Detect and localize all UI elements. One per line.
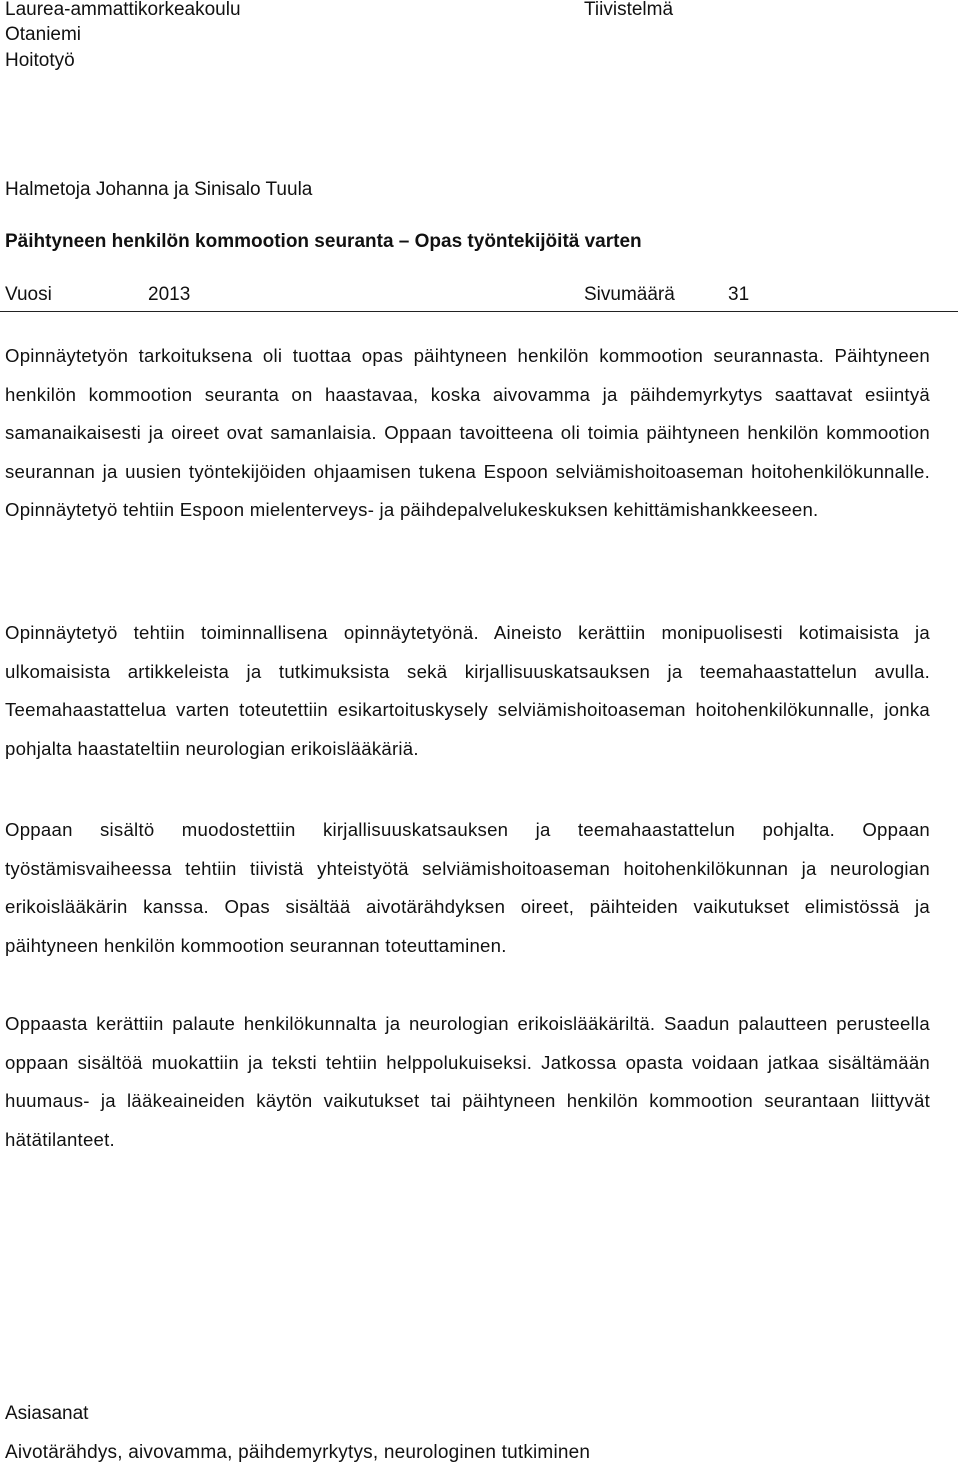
abstract-paragraph-3: Oppaan sisältö muodostettiin kirjallisuuskatsauksen ja teemahaastattelun pohjalta. Oppaan työstämisvaiheessa tehtiin tiivistä yhteistyötä selviämishoitoaseman hoitohenkilökunnan ja neurologian erikoislääkärin kanssa. Opas sisältää aivotärähdyksen oireet, päihteiden vaikutukset elimistössä ja päihtyneen henkilön kommootion seurannan toteuttaminen. — [5, 819, 930, 956]
campus-name: Otaniemi — [5, 24, 82, 45]
degree-program: Hoitotyö — [5, 50, 75, 71]
abstract-paragraph-4: Oppaasta kerättiin palaute henkilökunnalta ja neurologian erikoislääkäriltä. Saadun palautteen perusteella oppaan sisältöä muokattiin ja teksti tehtiin helppolukuiseksi. Jatkossa opasta voidaan jatkaa sisältämään huumaus- ja lääkeaineiden käytön vaikutukset tai päihtyneen henkilön kommootion seurantaan liittyvät hätätilanteet. — [5, 1013, 930, 1150]
page-count-value: 31 — [728, 284, 750, 305]
document-type: Tiivistelmä — [584, 0, 674, 20]
keywords-text: Aivotärähdys, aivovamma, päihdemyrkytys, neurologinen tutkiminen — [5, 1442, 591, 1463]
thesis-title: Päihtyneen henkilön kommootion seuranta – Opas työntekijöitä varten — [5, 231, 642, 252]
page-count-label: Sivumäärä — [584, 284, 675, 305]
abstract-paragraph-1: Opinnäytetyön tarkoituksena oli tuottaa opas päihtyneen henkilön kommootion seurannasta. Päihtyneen henkilön kommootion seuranta on haastavaa, koska aivovamma ja päihdemyrkytys saattavat esiintyä samanaikaisesti ja oireet ovat samanlaisia. Oppaan tavoitteena oli toimia päihtyneen henkilön kommootion seurannan ja uusien työntekijöiden ohjaamisen tukena Espoon selviämishoitoaseman hoitohenkilökunnalle. Opinnäytetyö tehtiin Espoon mielenterveys- ja päihdepalvelukeskuksen kehittämishankkeeseen. — [5, 345, 930, 521]
header-divider — [0, 311, 958, 312]
year-label: Vuosi — [5, 284, 52, 305]
abstract-paragraph-2: Opinnäytetyö tehtiin toiminnallisena opinnäytetyönä. Aineisto kerättiin monipuolisesti kotimaisista ja ulkomaisista artikkeleista ja tutkimuksista sekä kirjallisuuskatsauksen ja teemahaastattelun avulla. Teemahaastattelua varten toteutettiin esikartoituskysely selviämishoitoaseman hoitohenkilökunnalle, jonka pohjalta haastateltiin neurologian erikoislääkäriä. — [5, 622, 930, 759]
institution-name: Laurea-ammattikorkeakoulu — [5, 0, 241, 20]
authors: Halmetoja Johanna ja Sinisalo Tuula — [5, 179, 313, 200]
year-value: 2013 — [148, 284, 191, 305]
keywords-label: Asiasanat — [5, 1403, 89, 1424]
